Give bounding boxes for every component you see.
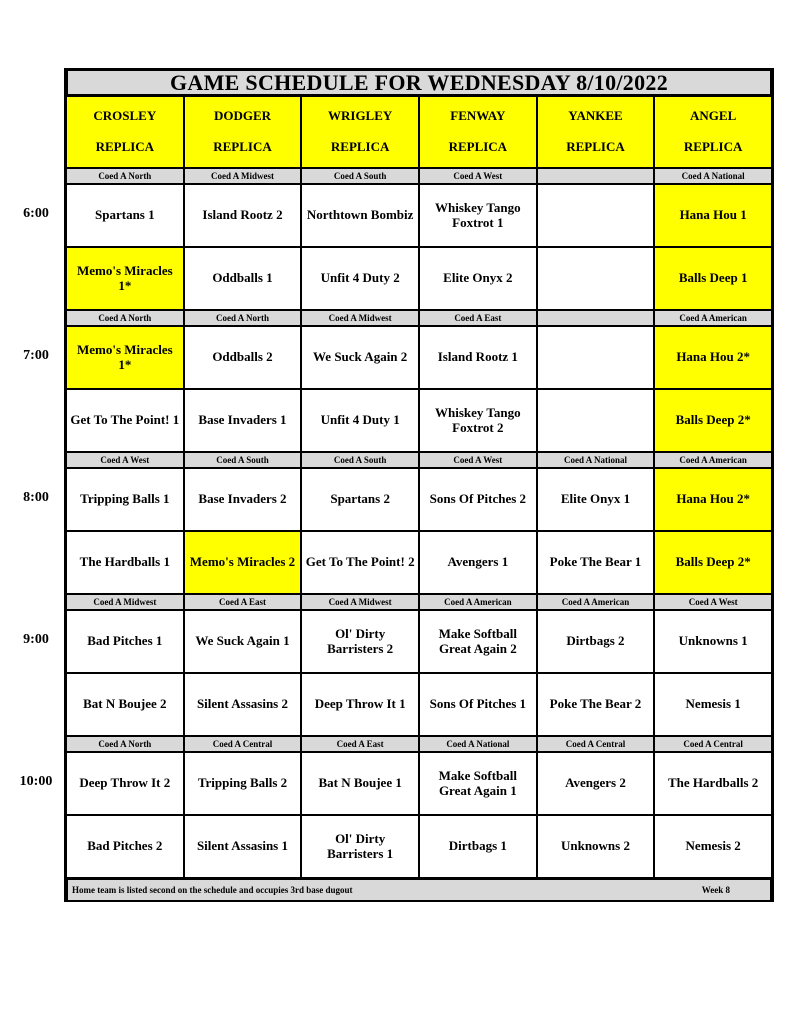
venue-header	[184, 96, 302, 168]
team-cell: Elite Onyx 1	[537, 468, 655, 531]
division-label: Coed A Midwest	[301, 594, 419, 610]
division-label: Coed A North	[66, 736, 184, 752]
team-cell: Tripping Balls 1	[66, 468, 184, 531]
venue-name: FENWAY	[450, 108, 506, 124]
team-cell: Base Invaders 1	[184, 389, 302, 452]
team-cell: Elite Onyx 2	[419, 247, 537, 310]
division-label: Coed A South	[301, 168, 419, 184]
venue-subtitle: REPLICA	[448, 139, 508, 155]
division-label: Coed A West	[654, 594, 772, 610]
team-cell: Memo's Miracles 2	[184, 531, 302, 594]
empty-cell	[537, 389, 655, 452]
division-label: Coed A Central	[654, 736, 772, 752]
team-cell: Spartans 1	[66, 184, 184, 247]
team-cell: Unfit 4 Duty 2	[301, 247, 419, 310]
division-label: Coed A Midwest	[66, 594, 184, 610]
division-label: Coed A North	[66, 168, 184, 184]
division-label: Coed A South	[184, 452, 302, 468]
division-label: Coed A National	[537, 452, 655, 468]
team-cell: Hana Hou 1	[654, 184, 772, 247]
division-label: Coed A American	[419, 594, 537, 610]
team-cell: Balls Deep 2*	[654, 389, 772, 452]
team-cell: Deep Throw It 1	[301, 673, 419, 736]
team-cell: Nemesis 1	[654, 673, 772, 736]
team-cell: Bat N Boujee 2	[66, 673, 184, 736]
division-label: Coed A National	[419, 736, 537, 752]
venue-name: YANKEE	[568, 108, 623, 124]
team-cell: Avengers 1	[419, 531, 537, 594]
division-label: Coed A East	[184, 594, 302, 610]
team-cell: Deep Throw It 2	[66, 752, 184, 815]
team-cell: Get To The Point! 2	[301, 531, 419, 594]
division-label: Coed A American	[654, 452, 772, 468]
team-cell: Dirtbags 2	[537, 610, 655, 673]
team-cell: Spartans 2	[301, 468, 419, 531]
venue-name: WRIGLEY	[328, 108, 393, 124]
team-cell: Island Rootz 2	[184, 184, 302, 247]
team-cell: Make Softball Great Again 1	[419, 752, 537, 815]
division-label: Coed A South	[301, 452, 419, 468]
division-label: Coed A West	[66, 452, 184, 468]
venue-header	[654, 96, 772, 168]
empty-cell	[537, 326, 655, 389]
venue-header	[537, 96, 655, 168]
team-cell: Ol' Dirty Barristers 1	[301, 815, 419, 878]
division-label: Coed A East	[301, 736, 419, 752]
division-label: Coed A American	[654, 310, 772, 326]
time-label: 10:00	[19, 774, 53, 789]
team-cell: Unknowns 1	[654, 610, 772, 673]
team-cell: Unfit 4 Duty 1	[301, 389, 419, 452]
team-cell: Oddballs 1	[184, 247, 302, 310]
team-cell: Northtown Bombiz	[301, 184, 419, 247]
division-label: Coed A National	[654, 168, 772, 184]
team-cell: Memo's Miracles 1*	[66, 247, 184, 310]
empty-cell	[537, 184, 655, 247]
footer-note: Home team is listed second on the schedule and occupies 3rd base dugout	[72, 884, 353, 895]
team-cell: Island Rootz 1	[419, 326, 537, 389]
division-label: Coed A Midwest	[184, 168, 302, 184]
team-cell: Ol' Dirty Barristers 2	[301, 610, 419, 673]
venue-header	[66, 96, 184, 168]
team-cell: Get To The Point! 1	[66, 389, 184, 452]
schedule-title: GAME SCHEDULE FOR WEDNESDAY 8/10/2022	[66, 69, 772, 96]
division-label: Coed A East	[419, 310, 537, 326]
team-cell: The Hardballs 2	[654, 752, 772, 815]
time-label: 8:00	[23, 490, 49, 505]
division-label	[537, 168, 655, 184]
team-cell: The Hardballs 1	[66, 531, 184, 594]
time-label: 9:00	[23, 632, 49, 647]
team-cell: Base Invaders 2	[184, 468, 302, 531]
division-label: Coed A North	[184, 310, 302, 326]
venue-header	[301, 96, 419, 168]
division-label	[537, 310, 655, 326]
division-label: Coed A American	[537, 594, 655, 610]
team-cell: Tripping Balls 2	[184, 752, 302, 815]
team-cell: Avengers 2	[537, 752, 655, 815]
team-cell: Oddballs 2	[184, 326, 302, 389]
time-label: 6:00	[23, 206, 49, 221]
venue-subtitle: REPLICA	[213, 139, 272, 155]
team-cell: Memo's Miracles 1*	[66, 326, 184, 389]
team-cell: Silent Assasins 2	[184, 673, 302, 736]
team-cell: Whiskey Tango Foxtrot 1	[419, 184, 537, 247]
team-cell: Sons Of Pitches 2	[419, 468, 537, 531]
venue-subtitle: REPLICA	[566, 139, 625, 155]
venue-subtitle: REPLICA	[95, 139, 155, 155]
team-cell: Make Softball Great Again 2	[419, 610, 537, 673]
team-cell: Whiskey Tango Foxtrot 2	[419, 389, 537, 452]
team-cell: Silent Assasins 1	[184, 815, 302, 878]
team-cell: Sons Of Pitches 1	[419, 673, 537, 736]
division-label: Coed A West	[419, 168, 537, 184]
venue-subtitle: REPLICA	[330, 139, 390, 155]
team-cell: Bad Pitches 1	[66, 610, 184, 673]
venue-name: ANGEL	[690, 108, 737, 124]
team-cell: Balls Deep 2*	[654, 531, 772, 594]
team-cell: We Suck Again 1	[184, 610, 302, 673]
division-label: Coed A Midwest	[301, 310, 419, 326]
team-cell: Dirtbags 1	[419, 815, 537, 878]
time-label: 7:00	[23, 348, 49, 363]
team-cell: Poke The Bear 2	[537, 673, 655, 736]
week-label: Week 8	[701, 884, 730, 895]
team-cell: Nemesis 2	[654, 815, 772, 878]
division-label: Coed A Central	[537, 736, 655, 752]
team-cell: Unknowns 2	[537, 815, 655, 878]
venue-header	[419, 96, 537, 168]
footer-bar	[66, 878, 772, 902]
team-cell: We Suck Again 2	[301, 326, 419, 389]
venue-name: CROSLEY	[93, 108, 157, 124]
division-label: Coed A North	[66, 310, 184, 326]
venue-name: DODGER	[213, 108, 272, 124]
team-cell: Balls Deep 1	[654, 247, 772, 310]
team-cell: Poke The Bear 1	[537, 531, 655, 594]
venue-subtitle: REPLICA	[683, 139, 743, 155]
empty-cell	[537, 247, 655, 310]
team-cell: Hana Hou 2*	[654, 326, 772, 389]
team-cell: Bad Pitches 2	[66, 815, 184, 878]
division-label: Coed A Central	[184, 736, 302, 752]
division-label: Coed A West	[419, 452, 537, 468]
team-cell: Bat N Boujee 1	[301, 752, 419, 815]
team-cell: Hana Hou 2*	[654, 468, 772, 531]
